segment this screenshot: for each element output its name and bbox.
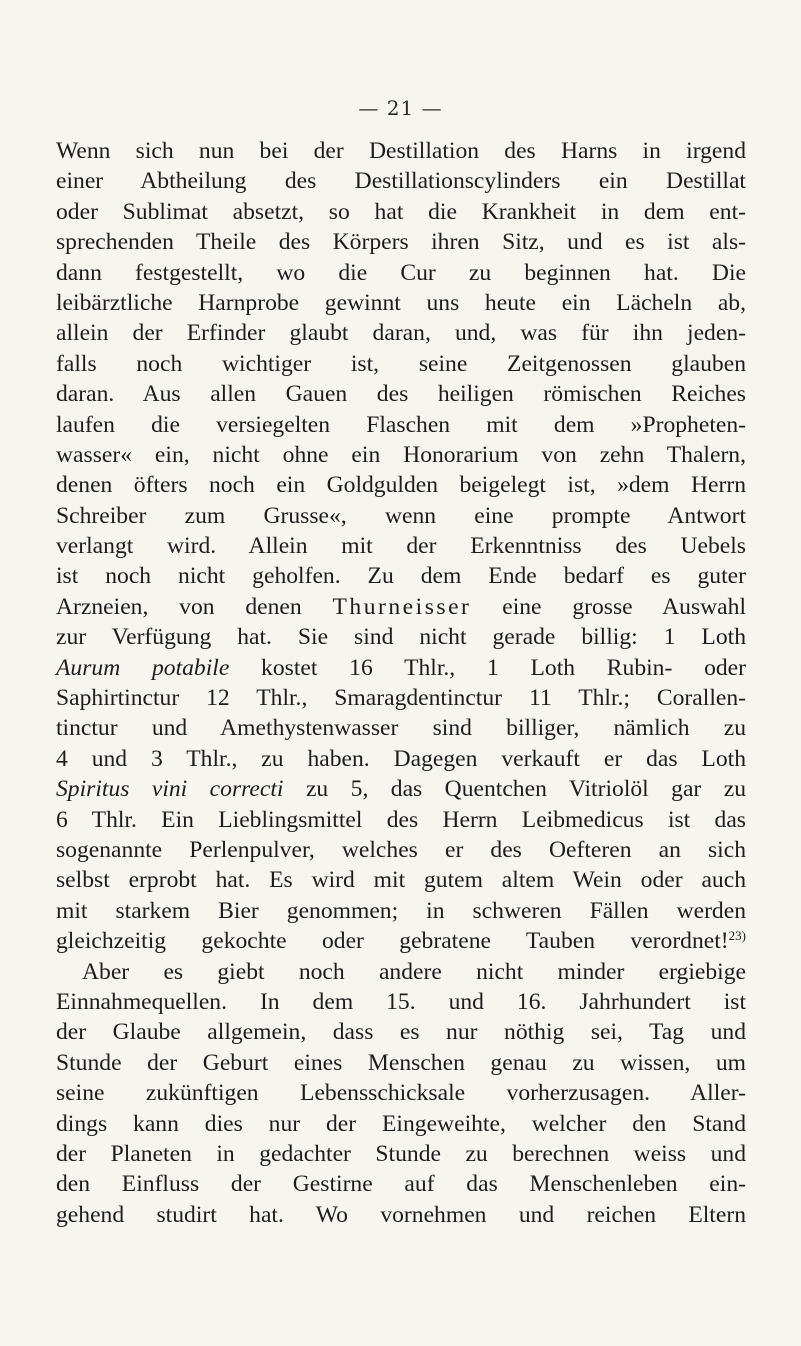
text-line: verlangt wird. Allein mit der Erkenntniss des Uebels bbox=[56, 533, 746, 560]
text-line: oder Sublimat absetzt, so hat die Krankheit in dem ent- bbox=[56, 198, 746, 225]
text-line: gehend studirt hat. Wo vornehmen und reichen Eltern bbox=[56, 1201, 746, 1228]
text-line: Einnahmequellen. In dem 15. und 16. Jahrhundert ist bbox=[56, 988, 746, 1015]
text-fragment: kostet 16 Thlr., 1 Loth Rubin- oder bbox=[229, 654, 747, 681]
text-line: dann festgestellt, wo die Cur zu beginnen hat. Die bbox=[56, 259, 746, 286]
text-line: tinctur und Amethystenwasser sind billiger, nämlich zu bbox=[56, 715, 746, 742]
text-line: sprechenden Theile des Körpers ihren Sitz, und es ist als- bbox=[56, 229, 746, 256]
text-fragment: gleichzeitig gekochte oder gebratene Tauben verordnet! bbox=[56, 928, 729, 955]
italic-term: Spiritus vini correcti bbox=[56, 776, 284, 803]
text-line: der Planeten in gedachter Stunde zu berechnen weiss und bbox=[56, 1140, 746, 1167]
italic-term: Aurum potabile bbox=[56, 654, 230, 681]
text-line bbox=[56, 592, 746, 622]
text-line: Saphirtinctur 12 Thlr., Smaragdentinctur 11 Thlr.; Corallen- bbox=[56, 685, 746, 712]
text-line: Schreiber zum Grusse«, wenn eine prompte Antwort bbox=[56, 502, 746, 529]
text-line: der Glaube allgemein, dass es nur nöthig sei, Tag und bbox=[56, 1019, 746, 1046]
text-line: ist noch nicht geholfen. Zu dem Ende bedarf es guter bbox=[56, 563, 746, 590]
text-line: denen öfters noch ein Goldgulden beigelegt ist, »dem Herrn bbox=[56, 472, 746, 499]
text-line: leibärztliche Harnprobe gewinnt uns heute ein Lächeln ab, bbox=[56, 289, 746, 316]
text-line: seine zukünftigen Lebensschicksale vorherzusagen. Aller- bbox=[56, 1080, 746, 1107]
text-line: zur Verfügung hat. Sie sind nicht gerade billig: 1 Loth bbox=[56, 624, 746, 651]
text-line bbox=[56, 926, 746, 956]
footnote-marker: 23) bbox=[728, 928, 746, 944]
text-line: selbst erprobt hat. Es wird mit gutem altem Wein oder auch bbox=[56, 867, 746, 894]
text-line bbox=[56, 653, 746, 683]
spaced-name: Thurneisser bbox=[332, 593, 472, 620]
text-line: mit starkem Bier genommen; in schweren Fällen werden bbox=[56, 897, 746, 924]
body-text bbox=[56, 136, 746, 1230]
text-fragment: eine grosse Auswahl bbox=[471, 593, 746, 620]
text-line: daran. Aus allen Gauen des heiligen römischen Reiches bbox=[56, 381, 746, 408]
page-number: — 21 — bbox=[358, 96, 443, 120]
text-line: den Einfluss der Gestirne auf das Menschenleben ein- bbox=[56, 1171, 746, 1198]
text-line: wasser« ein, nicht ohne ein Honorarium von zehn Thalern, bbox=[56, 441, 746, 468]
text-line: Wenn sich nun bei der Destillation des Harns in irgend bbox=[56, 138, 746, 164]
paragraph-start-line: Aber es giebt noch andere nicht minder ergiebige bbox=[82, 958, 746, 985]
text-line: Stunde der Geburt eines Menschen genau zu wissen, um bbox=[56, 1049, 746, 1076]
text-fragment: Arzneien, von denen bbox=[56, 593, 333, 620]
text-line: sogenannte Perlenpulver, welches er des Oefteren an sich bbox=[56, 836, 746, 863]
text-fragment: zu 5, das Quentchen Vitriolöl gar zu bbox=[283, 776, 746, 803]
text-line: 6 Thlr. Ein Lieblingsmittel des Herrn Leibmedicus ist das bbox=[56, 806, 746, 833]
text-line: 4 und 3 Thlr., zu haben. Dagegen verkauft er das Loth bbox=[56, 745, 746, 772]
text-line: laufen die versiegelten Flaschen mit dem »Propheten- bbox=[56, 411, 746, 438]
text-line: dings kann dies nur der Eingeweihte, welcher den Stand bbox=[56, 1110, 746, 1137]
text-line: allein der Erfinder glaubt daran, und, was für ihn jeden- bbox=[56, 320, 746, 347]
text-line bbox=[56, 774, 746, 804]
text-line: einer Abtheilung des Destillationscylinders ein Destillat bbox=[56, 168, 746, 195]
text-line: falls noch wichtiger ist, seine Zeitgenossen glauben bbox=[56, 350, 746, 377]
